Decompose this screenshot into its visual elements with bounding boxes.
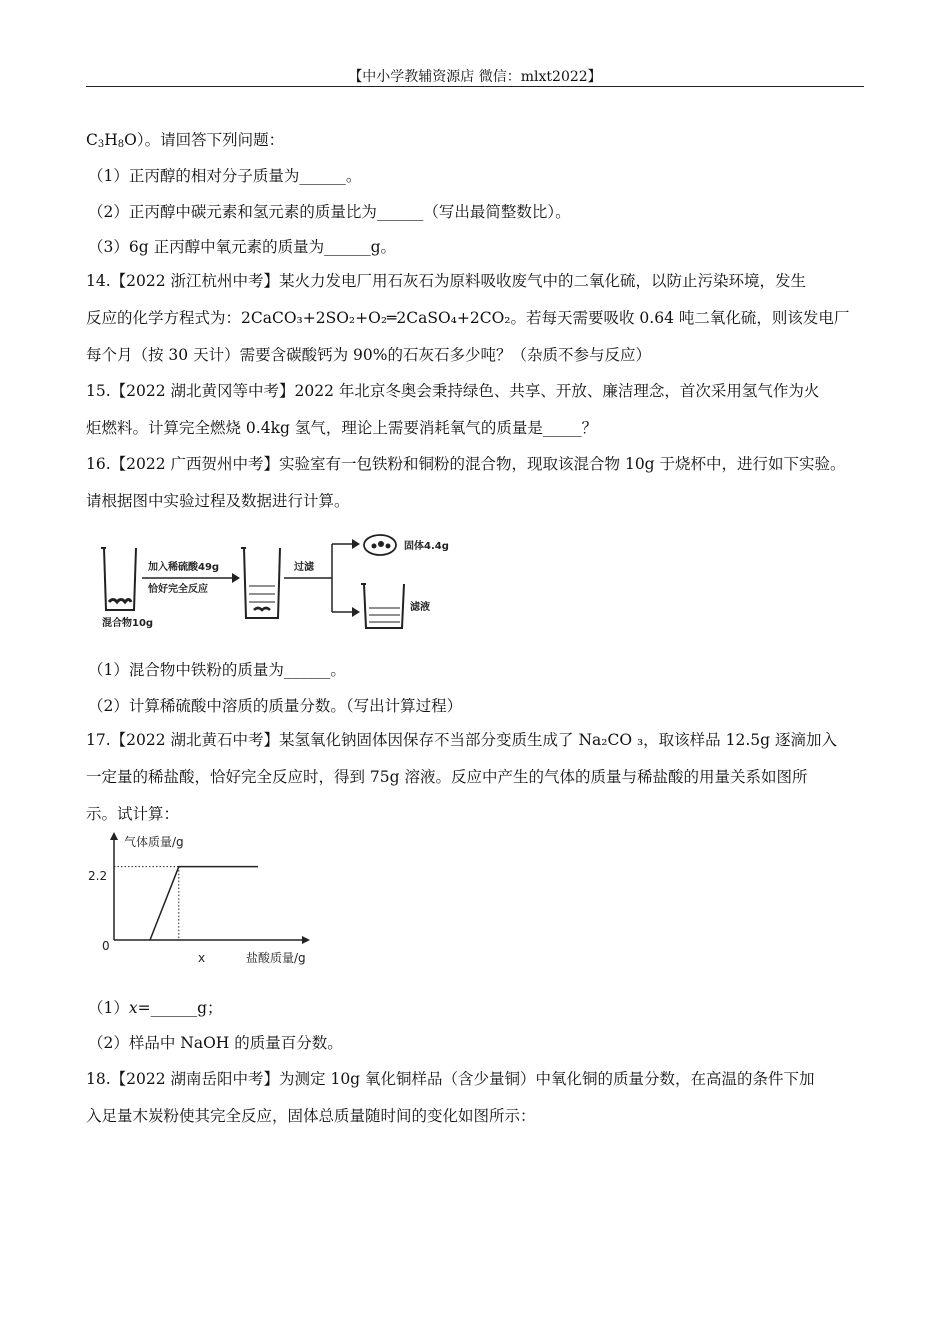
x-axis-label: 盐酸质量/g [246, 951, 306, 965]
gas-mass-chart [84, 830, 324, 970]
mixture-label: 混合物10g [102, 618, 154, 629]
q17-line1: 17.【2022 湖北黄石中考】某氢氧化钠固体因保存不当部分变质生成了 Na₂CO ₃，取该样品 12.5g 逐滴加入 [86, 731, 837, 749]
q14-line2: 反应的化学方程式为：2CaCO₃+2SO₂+O₂═2CaSO₄+2CO₂。若每天需要吸收 0.64 吨二氧化硫，则该发电厂 [86, 309, 850, 327]
header-divider [86, 86, 864, 87]
q18-line1: 18.【2022 湖南岳阳中考】为测定 10g 氧化铜样品（含少量铜）中氧化铜的质量分数，在高温的条件下加 [86, 1070, 815, 1088]
q16-line1: 16.【2022 广西贺州中考】实验室有一包铁粉和铜粉的混合物，现取该混合物 10g 于烧杯中，进行如下实验。 [86, 455, 846, 473]
q16-part1: （1）混合物中铁粉的质量为______。 [88, 661, 346, 679]
q13-part2: （2）正丙醇中碳元素和氢元素的质量比为______（写出最简整数比）。 [88, 203, 571, 221]
y-tick-2.2: 2.2 [88, 869, 108, 883]
y-tick-0: 0 [102, 939, 110, 953]
q17-line3: 示。试计算： [86, 805, 180, 823]
x-tick-x: x [198, 951, 206, 965]
y-axis-arrow [110, 832, 118, 840]
q14-line3: 每个月（按 30 天计）需要含碳酸钙为 90%的石灰石多少吨？（杂质不参与反应） [86, 346, 651, 364]
q14-line1: 14.【2022 浙江杭州中考】某火力发电厂用石灰石为原料吸收废气中的二氧化硫，以防止污染环境，发生 [86, 272, 807, 290]
gas-curve [150, 867, 258, 940]
q17-part1: （1）x=______g； [88, 999, 223, 1017]
q15-line1: 15.【2022 湖北黄冈等中考】2022 年北京冬奥会秉持绿色、共享、开放、廉洁理念，首次采用氢气作为火 [86, 382, 820, 400]
page-header: 【中小学教辅资源店 微信：mlxt2022】 [348, 69, 602, 85]
filtrate-label: 滤液 [410, 602, 430, 613]
q13-part1: （1）正丙醇的相对分子质量为______。 [88, 167, 362, 185]
filter-label: 过滤 [294, 562, 314, 573]
y-axis-label: 气体质量/g [124, 835, 184, 849]
q18-line2: 入足量木炭粉使其完全反应，固体总质量随时间的变化如图所示： [86, 1107, 536, 1125]
formula-line: $C_3H_8O$）。请回答下列问题： [86, 131, 285, 150]
q17-line2: 一定量的稀盐酸，恰好完全反应时，得到 75g 溶液。反应中产生的气体的质量与稀盐酸的用量关系如图所 [86, 768, 808, 786]
beaker-filtrate [361, 584, 404, 628]
beaker-reaction [241, 548, 280, 618]
step1-label2: 恰好完全反应 [148, 584, 208, 595]
x-axis-arrow [302, 936, 310, 944]
q15-line2: 炬燃料。计算完全燃烧 0.4kg 氢气，理论上需要消耗氧气的质量是_____？ [86, 419, 598, 437]
experiment-diagram [98, 526, 458, 632]
q16-line2: 请根据图中实验过程及数据进行计算。 [86, 492, 350, 510]
q13-part3: （3）6g 正丙醇中氧元素的质量为______g。 [88, 238, 396, 256]
beaker-mixture [101, 548, 136, 610]
solid-label: 固体4.4g [404, 541, 449, 552]
q16-part2: （2）计算稀硫酸中溶质的质量分数。（写出计算过程） [88, 697, 463, 715]
q17-part2: （2）样品中 NaOH 的质量百分数。 [88, 1034, 343, 1052]
step1-label1: 加入稀硫酸49g [148, 562, 220, 573]
